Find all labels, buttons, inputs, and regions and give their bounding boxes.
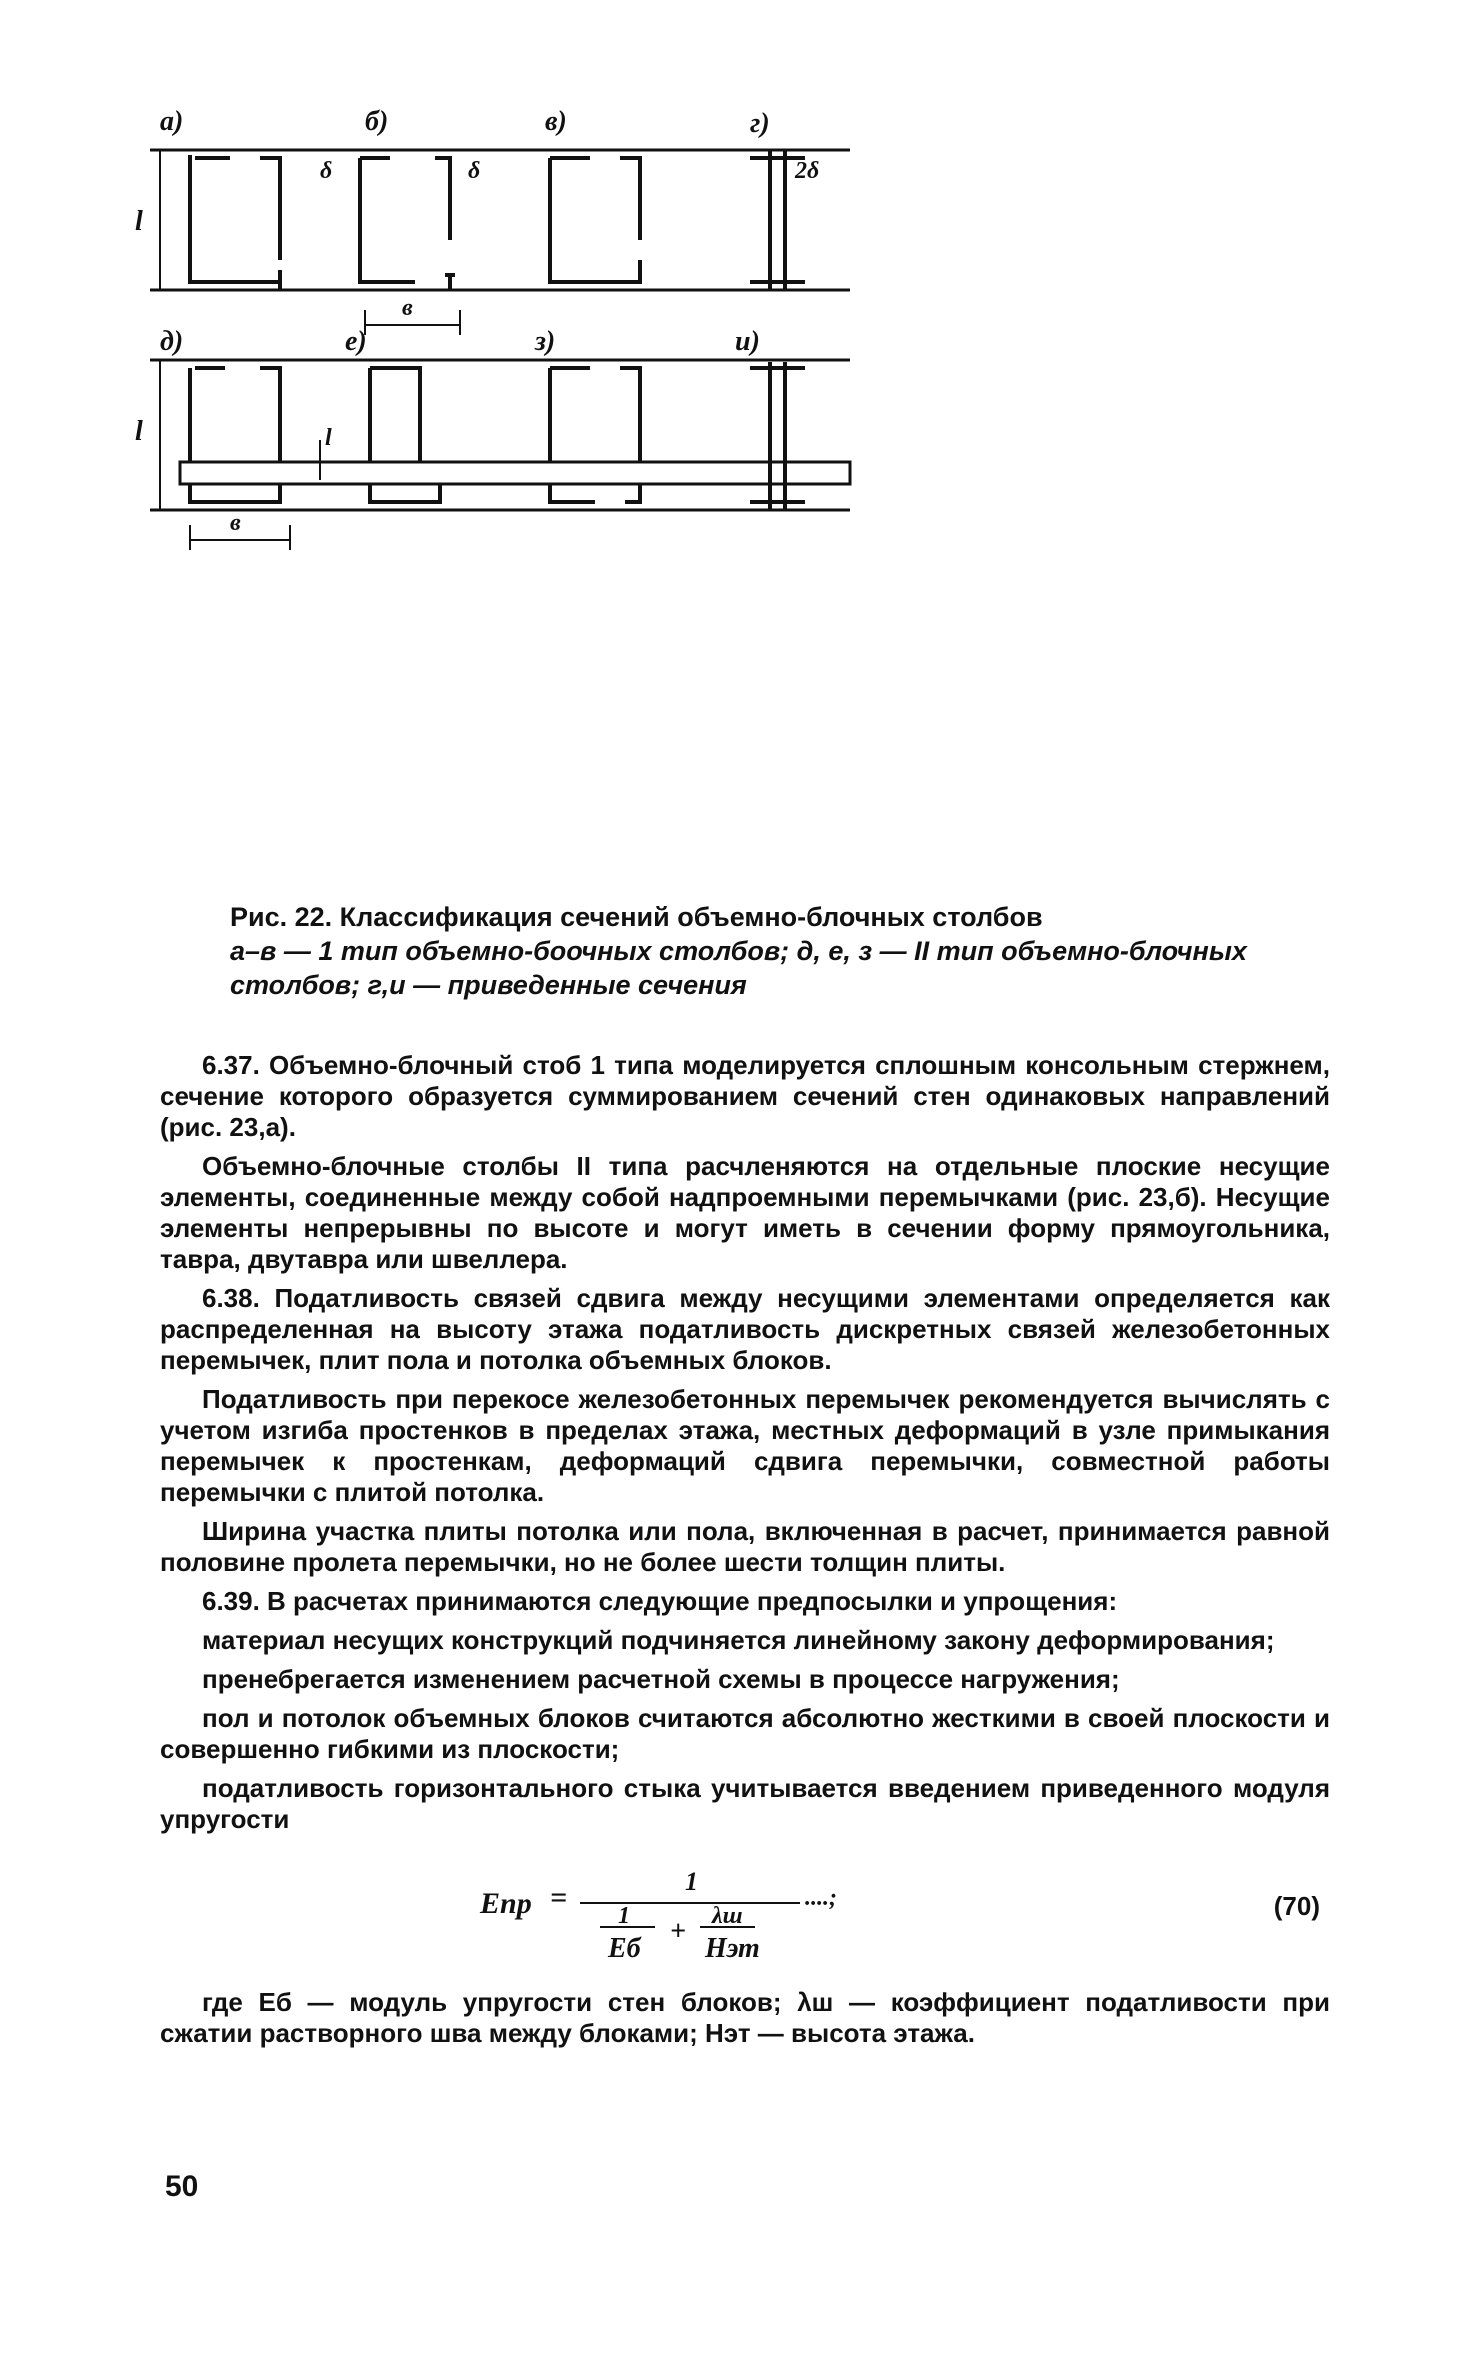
dim-two-delta: 2δ [795,158,820,184]
body-text [160,1050,1330,2057]
dim-delta-left: δ [320,158,333,184]
formula-eq: = [550,1881,568,1914]
dim-width-top: в [402,295,413,321]
formula-expression [460,1845,1060,1975]
sections-drawing [135,106,1330,850]
paragraph: Податливость при перекосе железобетонных перемычек рекомендуется вычислять с учетом изгиба простенков в пределах этажа, местных деформаций в узле примыкания перемычек к простенкам, деформаций сдвига перемычки, совместной работы перемычки с плитой потолка. [160,1384,1330,1507]
dim-height-top: l [135,206,143,237]
label-i: и) [735,326,760,357]
equation-number: (70) [1273,1891,1320,1921]
formula-one: 1 [685,1867,698,1896]
sections-figure [135,106,1330,850]
label-a: а) [160,106,184,137]
formula-lambda: λш [712,1903,743,1929]
label-z: з) [535,326,556,357]
caption-legend: а–в — 1 тип объемно-боочных столбов; д, е, з — II тип объемно-блочных столбов; г,и — приведенные сечения [230,936,1247,1000]
paragraph: 6.38. Податливость связей сдвига между несущими элементами определяется как распределенная на высоту этажа податливость дискретных связей железобетонных перемычек, плит пола и потолка объемных блоков. [160,1283,1330,1375]
paragraph: пренебрегается изменением расчетной схемы в процессе нагружения; [202,1664,1120,1694]
paragraph: пол и потолок объемных блоков считаются абсолютно жесткими в своей плоскости и совершенно гибкими из плоскости; [160,1703,1330,1764]
label-e: е) [345,326,367,357]
dim-width-bottom: в [230,510,241,536]
formula-lhs: Eпр [480,1887,532,1920]
caption-title: Рис. 22. Классификация сечений объемно-блочных столбов [230,902,1043,932]
dim-height-bottom: l [135,416,143,447]
label-b: б) [365,106,389,137]
figure-caption [230,900,1340,1002]
label-g: г) [750,108,770,139]
paragraph: 6.37. Объемно-блочный стоб 1 типа моделируется сплошным консольным стержнем, сечение которого образуется суммированием сечений стен одинаковых направлений (рис. 23,а). [160,1050,1330,1142]
paragraph: податливость горизонтального стыка учитывается введением приведенного модуля упругости [160,1773,1330,1834]
page-number: 50 [165,2170,199,2203]
formula-het: Hэт [705,1933,760,1964]
label-d: д) [160,326,184,357]
formula-dots: ....; [805,1885,837,1911]
paragraph: Ширина участка плиты потолка или пола, включенная в расчет, принимается равной половине пролета перемычки, но не более шести толщин плиты. [160,1516,1330,1577]
formula-70 [160,1845,1330,1975]
formula-eb: Eб [608,1933,641,1964]
formula-plus: + [670,1916,686,1947]
paragraph: где Eб — модуль упругости стен блоков; λш — коэффициент податливости при сжатии растворного шва между блоками; Hэт — высота этажа. [160,1987,1330,2048]
label-v: в) [545,106,567,137]
formula-svg [460,1845,1060,1975]
paragraph: 6.39. В расчетах принимаются следующие предпосылки и упрощения: [202,1586,1118,1616]
formula-one-b: 1 [618,1903,630,1929]
dim-delta-right: δ [468,158,481,184]
paragraph: Объемно-блочные столбы II типа расчленяются на отдельные плоские несущие элементы, соединенные между собой надпроемными перемычками (рис. 23,б). Несущие элементы непрерывны по высоте и могут иметь в сечении форму прямоугольника, тавра, двутавра или швеллера. [160,1151,1330,1274]
paragraph: материал несущих конструкций подчиняется линейному закону деформирования; [202,1625,1275,1655]
dim-slab: l [325,425,332,451]
